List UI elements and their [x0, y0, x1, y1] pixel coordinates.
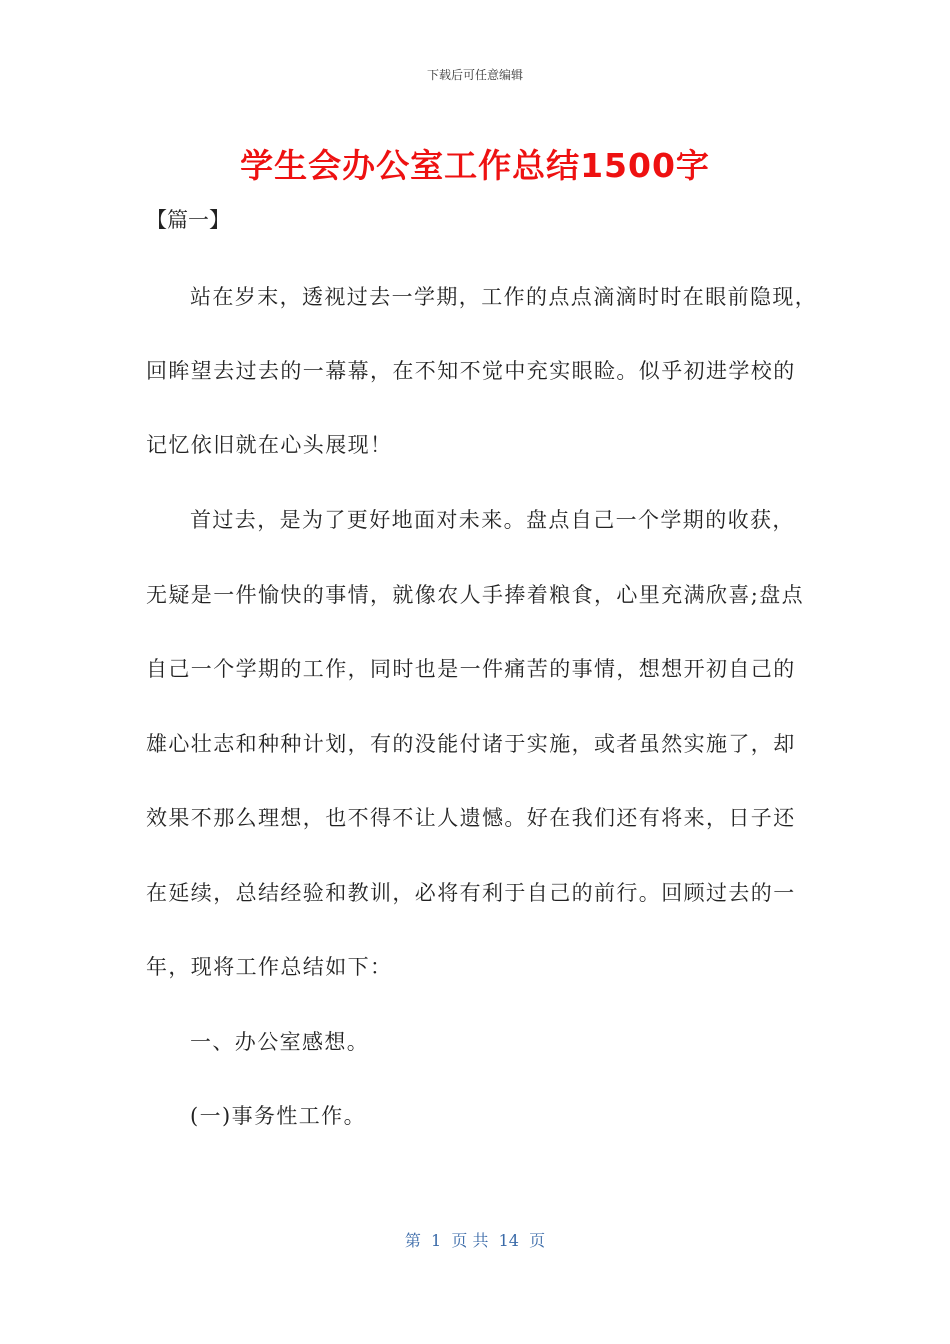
paragraph-line: 站在岁末，透视过去一学期，工作的点点滴滴时时在眼前隐现，	[190, 285, 818, 309]
paragraph-line: 记忆依旧就在心头展现！	[146, 433, 393, 457]
paragraph-line: 首过去，是为了更好地面对未来。盘点自己一个学期的收获，	[190, 508, 795, 532]
section-label: 【篇一】	[146, 208, 230, 232]
document-title: 学生会办公室工作总结1500字	[240, 146, 710, 185]
subheading-line: (一)事务性工作。	[190, 1104, 366, 1128]
header-note: 下载后可任意编辑	[426, 68, 523, 82]
page-footer: 第 1 页 共 14 页	[404, 1231, 546, 1250]
paragraph-line: 在延续，总结经验和教训，必将有利于自己的前行。回顾过去的一	[146, 881, 796, 905]
heading-line: 一、办公室感想。	[190, 1030, 370, 1054]
paragraph-line: 无疑是一件愉快的事情，就像农人手捧着粮食，心里充满欣喜;盘点	[146, 583, 805, 607]
paragraph-line: 雄心壮志和种种计划，有的没能付诸于实施，或者虽然实施了，却	[146, 732, 796, 756]
paragraph-line: 效果不那么理想，也不得不让人遗憾。好在我们还有将来，日子还	[146, 806, 796, 830]
paragraph-line: 回眸望去过去的一幕幕，在不知不觉中充实眼睑。似乎初进学校的	[146, 359, 796, 383]
paragraph-line: 年，现将工作总结如下：	[146, 955, 393, 979]
paragraph-line: 自己一个学期的工作，同时也是一件痛苦的事情，想想开初自己的	[146, 657, 796, 681]
